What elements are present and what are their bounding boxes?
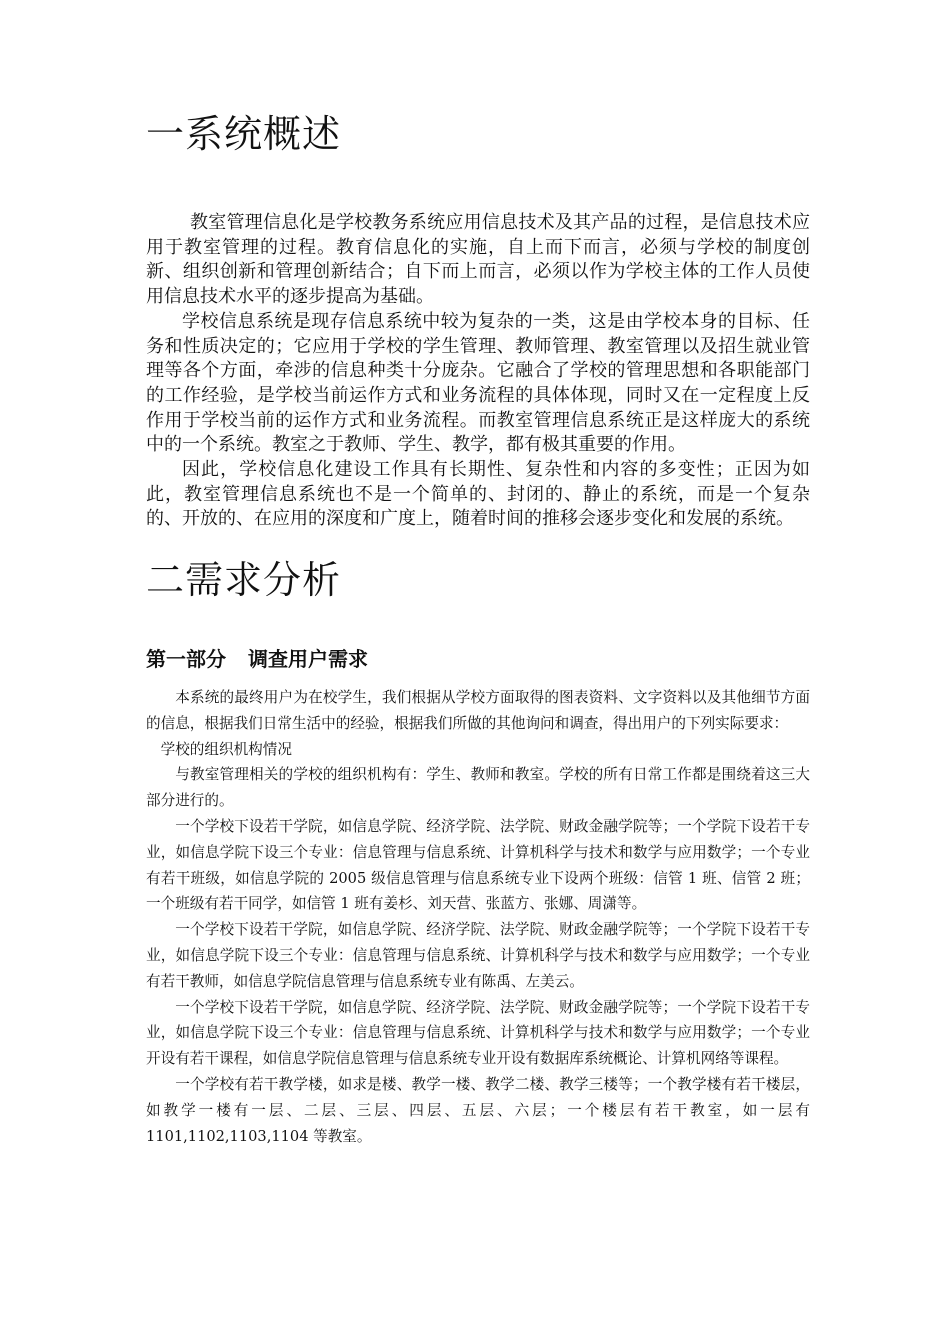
- requirements-subheading: 学校的组织机构情况: [160, 740, 292, 758]
- overview-paragraph: 因此，学校信息化建设工作具有长期性、复杂性和内容的多变性；正因为如此，教室管理信息系统也不是一个简单的、封闭的、静止的系统，而是一个复杂的、开放的、在应用的深度和广度上，随着时间的推移会逐步变化和发展的系统。: [146, 459, 810, 530]
- requirements-paragraph: 一个学校下设若干学院，如信息学院、经济学院、法学院、财政金融学院等；一个学院下设若干专业，如信息学院下设三个专业：信息管理与信息系统、计算机科学与技术和数学与应用数学；一个专业有若干班级，如信息学院的 2005 级信息管理与信息系统专业下设两个班级：信管 1 班、信管 2 班；一个班级有若干同学，如信管 1 班有姜杉、刘天营、张蓝方、张娜、周潇等。: [146, 817, 810, 913]
- requirements-paragraph: 一个学校下设若干学院，如信息学院、经济学院、法学院、财政金融学院等；一个学院下设若干专业，如信息学院下设三个专业：信息管理与信息系统、计算机科学与技术和数学与应用数学；一个专业开设有若干课程，如信息学院信息管理与信息系统专业开设有数据库系统概论、计算机网络等课程。: [146, 998, 810, 1068]
- part-label: 第一部分: [146, 647, 226, 671]
- subsection-heading: [146, 646, 368, 672]
- requirements-paragraph: 与教室管理相关的学校的组织机构有：学生、教师和教室。学校的所有日常工作都是围绕着这三大部分进行的。: [146, 766, 810, 810]
- overview-paragraph: 学校信息系统是现存信息系统中较为复杂的一类，这是由学校本身的目标、任务和性质决定的；它应用于学校的学生管理、教师管理、教室管理以及招生就业管理等各个方面，牵涉的信息种类十分庞杂。它融合了学校的管理思想和各职能部门的工作经验，是学校当前运作方式和业务流程的具体体现，同时又在一定程度上反作用于学校当前的运作方式和业务流程。而教室管理信息系统正是这样庞大的系统中的一个系统。教室之于教师、学生、教学，都有极其重要的作用。: [146, 310, 810, 456]
- overview-paragraph: 教室管理信息化是学校教务系统应用信息技术及其产品的过程，是信息技术应用于教室管理的过程。教育信息化的实施，自上而下而言，必须与学校的制度创新、组织创新和管理创新结合；自下而上而言，必须以作为学校主体的工作人员使用信息技术水平的逐步提高为基础。: [146, 212, 810, 308]
- requirements-paragraph: 一个学校下设若干学院，如信息学院、经济学院、法学院、财政金融学院等；一个学院下设若干专业，如信息学院下设三个专业：信息管理与信息系统、计算机科学与技术和数学与应用数学；一个专业有若干教师，如信息学院信息管理与信息系统专业有陈禹、左美云。: [146, 921, 810, 990]
- requirements-body: [146, 685, 810, 1149]
- requirements-paragraph: 一个学校有若干教学楼，如求是楼、教学一楼、教学二楼、教学三楼等；一个教学楼有若干楼层，如教学一楼有一层、二层、三层、四层、五层、六层；一个楼层有若干教室，如一层有 1101,1102,1103,1104 等教室。: [146, 1075, 810, 1145]
- overview-body: [146, 211, 810, 532]
- requirements-paragraph: 本系统的最终用户为在校学生，我们根据从学校方面取得的图表资料、文字资料以及其他细节方面的信息，根据我们日常生活中的经验，根据我们所做的其他询问和调查，得出用户的下列实际要求：: [146, 689, 810, 732]
- part-title: 调查用户需求: [248, 647, 368, 671]
- section-title-overview: 一系统概述: [146, 112, 342, 156]
- section-title-requirements: 二需求分析: [146, 558, 342, 602]
